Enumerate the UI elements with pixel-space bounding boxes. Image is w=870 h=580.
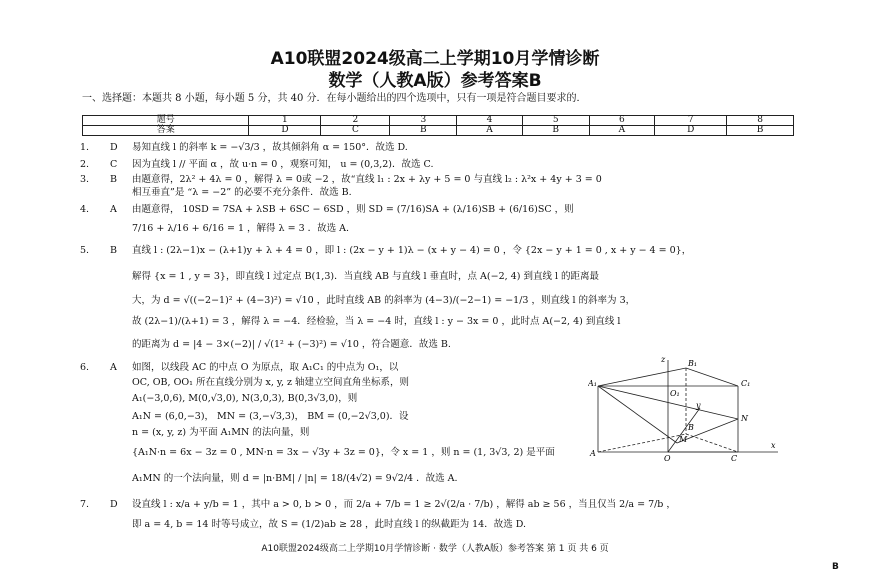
question-answer: A bbox=[110, 204, 117, 215]
solution-line: 如图，以线段 AC 的中点 O 为原点，取 A₁C₁ 的中点为 O₁，以 bbox=[132, 362, 399, 373]
solution-line: 故 (2λ−1)/(λ+1) = 3 ，解得 λ = −4．经检验，当 λ = −4 时，直线 l : y − 3x = 0 ，此时点 A(−2, 4) 到直线 l bbox=[132, 316, 621, 327]
label-O1: O₁ bbox=[670, 389, 680, 398]
question-answer: B bbox=[110, 245, 117, 256]
table-cell: C bbox=[321, 126, 390, 136]
page-footer: A10联盟2024级高二上学期10月学情诊断 · 数学（人教A版）参考答案 第 1 页 共 6 页 bbox=[261, 544, 609, 554]
label-B: B bbox=[688, 423, 694, 432]
edge-AB bbox=[598, 434, 686, 452]
table-cell: 7 bbox=[655, 116, 727, 126]
question-number: 1. bbox=[80, 142, 90, 153]
label-C1: C₁ bbox=[741, 379, 751, 388]
solution-line: 大，为 d = √((−2−1)² + (4−3)²) = √10 ，此时直线 AB 的斜率为 (4−3)/(−2−1) = −1/3 ，则直线 l 的斜率为 3， bbox=[132, 295, 636, 306]
label-O: O bbox=[664, 454, 671, 463]
solution-line: 由题意得，2λ² + 4λ = 0 ，解得 λ = 0或 −2 ，故“直线 l₁ : 2x + λy + 5 = 0 与直线 l₂ : λ²x + 4y + 3 = 0 bbox=[132, 174, 602, 185]
solution-line: 由题意得， 10SD = 7SA + λSB + 6SC − 6SD ，则 SD = (7/16)SA + (λ/16)SB + (6/16)SC ，则 bbox=[132, 204, 574, 215]
solution-line: A₁MN 的一个法向量，则 d = |n·BM| / |n| = 18/(4√2) = 9√2/4 ．故选 A. bbox=[132, 473, 458, 484]
table-header-cell: 答案 bbox=[83, 126, 249, 136]
table-cell: A bbox=[589, 126, 655, 136]
question-number: 3. bbox=[80, 174, 90, 185]
edge-B1C1 bbox=[686, 368, 738, 386]
question-answer: D bbox=[110, 499, 118, 510]
table-cell: 5 bbox=[522, 116, 589, 126]
table-cell: 3 bbox=[390, 116, 457, 126]
solution-line: 相互垂直”是 “λ = −2” 的必要不充分条件．故选 B. bbox=[132, 187, 352, 198]
solution-line: 易知直线 l 的斜率 k = −√3/3 ，故其倾斜角 α = 150°．故选 D. bbox=[132, 142, 408, 153]
table-cell: B bbox=[390, 126, 457, 136]
question-answer: A bbox=[110, 362, 117, 373]
table-header-cell: 题号 bbox=[83, 116, 249, 126]
page-title: A10联盟2024级高二上学期10月学情诊断 bbox=[270, 49, 600, 69]
question-number: 4. bbox=[80, 204, 90, 215]
label-B1: B₁ bbox=[688, 359, 698, 368]
table-cell: 4 bbox=[457, 116, 523, 126]
prism-figure bbox=[588, 356, 788, 464]
question-number: 5. bbox=[80, 245, 90, 256]
edge-A1B1 bbox=[598, 368, 686, 386]
table-cell: 2 bbox=[321, 116, 390, 126]
label-x: x bbox=[771, 441, 776, 450]
table-cell: 8 bbox=[727, 116, 794, 126]
label-N: N bbox=[741, 414, 748, 423]
table-cell: D bbox=[249, 126, 321, 136]
solution-line: A₁(−3,0,6), M(0,√3,0), N(3,0,3), B(0,3√3,0)，则 bbox=[132, 393, 358, 404]
table-row-answers bbox=[83, 126, 794, 136]
label-A1: A₁ bbox=[588, 379, 597, 388]
page-subtitle: 数学（人教A版）参考答案B bbox=[328, 71, 542, 91]
solution-line: n = (x, y, z) 为平面 A₁MN 的法向量，则 bbox=[132, 427, 310, 438]
solution-line: 直线 l : (2λ−1)x − (λ+1)y + λ + 4 = 0 ，即 l : (2x − y + 1)λ − (x + y − 4) = 0 ，令 {2x − y + 1 = 0 , x + y − 4 = 0}， bbox=[132, 245, 692, 256]
label-C: C bbox=[731, 454, 738, 463]
solution-line: 的距离为 d = |4 − 3×(−2)| / √(1² + (−3)²) = √10 ，符合题意．故选 B. bbox=[132, 339, 451, 350]
corner-mark: B bbox=[832, 562, 839, 572]
label-M: M bbox=[679, 435, 688, 444]
table-cell: 6 bbox=[589, 116, 655, 126]
solution-line: 即 a = 4, b = 14 时等号成立，故 S = (1/2)ab ≥ 28 ，此时直线 l 的纵截距为 14．故选 D. bbox=[132, 519, 527, 530]
table-cell: B bbox=[727, 126, 794, 136]
solution-line: A₁N = (6,0,−3)， MN = (3,−√3,3)， BM = (0,−2√3,0)．设 bbox=[132, 411, 409, 422]
label-A: A bbox=[590, 449, 596, 458]
table-cell: D bbox=[655, 126, 727, 136]
solution-line: 解得 {x = 1 , y = 3}，即直线 l 过定点 B(1,3)．当直线 AB 与直线 l 垂直时，点 A(−2, 4) 到直线 l 的距离最 bbox=[132, 271, 600, 282]
table-cell: B bbox=[522, 126, 589, 136]
question-answer: C bbox=[110, 159, 118, 170]
label-z: z bbox=[661, 356, 666, 364]
question-answer: B bbox=[110, 174, 117, 185]
solution-line: OC, OB, OO₁ 所在直线分别为 x, y, z 轴建立空间直角坐标系，则 bbox=[132, 377, 410, 388]
question-number: 7. bbox=[80, 499, 90, 510]
segment-A1M bbox=[598, 386, 677, 443]
solution-line: 设直线 l : x/a + y/b = 1 ，其中 a > 0, b > 0 ，而 2/a + 7/b = 1 ≥ 2√(2/a · 7/b) ，解得 ab ≥ 56 ，当且仅当 2/a = 7/b ， bbox=[132, 499, 676, 510]
y-axis bbox=[668, 408, 700, 452]
solution-line: {A₁N·n = 6x − 3z = 0 , MN·n = 3x − √3y + 3z = 0}，令 x = 1 ，则 n = (1, 3√3, 2) 是平面 bbox=[132, 447, 555, 458]
solution-line: 因为直线 l // 平面 α ，故 u·n = 0 ，观察可知， u = (0,3,2)．故选 C. bbox=[132, 159, 434, 170]
table-cell: A bbox=[457, 126, 523, 136]
answer-table bbox=[82, 115, 794, 136]
section-heading: 一、选择题：本题共 8 小题，每小题 5 分，共 40 分．在每小题给出的四个选项中，只有一项是符合题目要求的． bbox=[82, 93, 587, 104]
solution-line: 7/16 + λ/16 + 6/16 = 1 ，解得 λ = 3 ．故选 A. bbox=[132, 223, 350, 234]
table-row-numbers bbox=[83, 116, 794, 126]
question-number: 2. bbox=[80, 159, 90, 170]
label-y: y bbox=[696, 401, 701, 410]
question-number: 6. bbox=[80, 362, 90, 373]
table-cell: 1 bbox=[249, 116, 321, 126]
prism-edges bbox=[598, 360, 778, 452]
question-answer: D bbox=[110, 142, 118, 153]
